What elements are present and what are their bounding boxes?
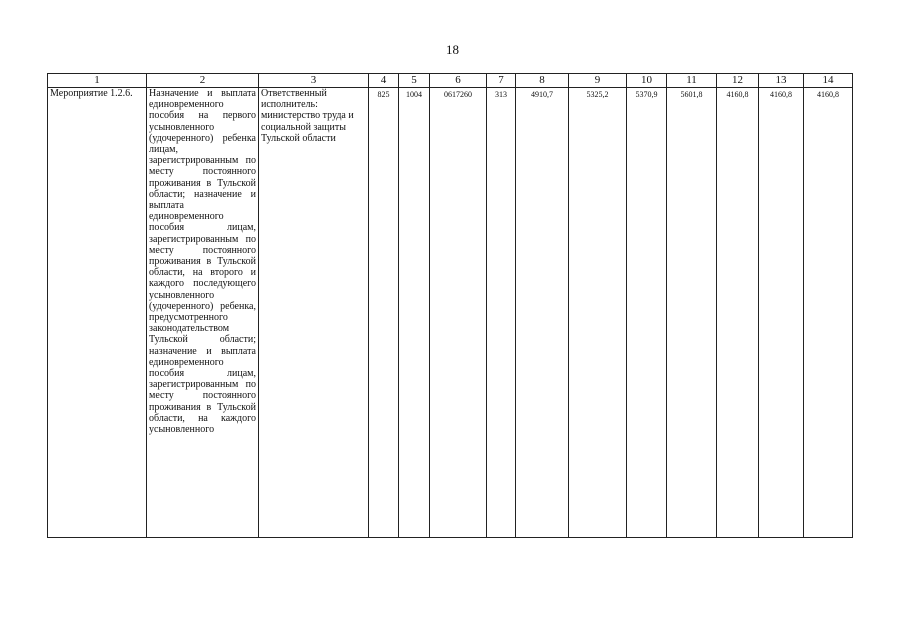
column-header: 14 — [804, 74, 853, 88]
activity-cell: Мероприятие 1.2.6. — [48, 88, 147, 538]
description-cell: Назначение и выплата единовременного пособия на первого усыновленного (удочеренного) ребенка лицам, зарегистрированным по месту постоянного проживания в Тульской области; назначение и выплата единовременного пособия лицам, зарегистрированным по месту постоянного проживания в Тульской области, на второго и каждого последующего усыновленного (удочеренного) ребенка, предусмотренного законодательством Тульской области; назначение и выплата единовременного пособия лицам, зарегистрированным по месту постоянного проживания в Тульской области, на каждого усыновленного — [147, 88, 259, 538]
value-cell: 4160,8 — [804, 88, 853, 538]
value-cell: 4160,8 — [759, 88, 804, 538]
column-header: 8 — [516, 74, 569, 88]
value-cell: 1004 — [399, 88, 430, 538]
column-header: 6 — [430, 74, 487, 88]
responsible-cell: Ответственный исполнитель: министерство труда и социальной защиты Тульской области — [259, 88, 369, 538]
column-header: 5 — [399, 74, 430, 88]
column-header: 13 — [759, 74, 804, 88]
value-cell: 313 — [487, 88, 516, 538]
column-header: 11 — [667, 74, 717, 88]
column-header: 1 — [48, 74, 147, 88]
table-row — [48, 88, 853, 538]
column-header: 9 — [569, 74, 627, 88]
value-cell: 5325,2 — [569, 88, 627, 538]
column-header: 2 — [147, 74, 259, 88]
column-header: 7 — [487, 74, 516, 88]
table-header-row — [48, 74, 853, 88]
budget-table — [47, 73, 853, 538]
value-cell: 5601,8 — [667, 88, 717, 538]
value-cell: 0617260 — [430, 88, 487, 538]
value-cell: 5370,9 — [627, 88, 667, 538]
value-cell: 4160,8 — [717, 88, 759, 538]
column-header: 3 — [259, 74, 369, 88]
page-number: 18 — [446, 42, 459, 57]
column-header: 10 — [627, 74, 667, 88]
column-header: 4 — [369, 74, 399, 88]
column-header: 12 — [717, 74, 759, 88]
value-cell: 825 — [369, 88, 399, 538]
value-cell: 4910,7 — [516, 88, 569, 538]
